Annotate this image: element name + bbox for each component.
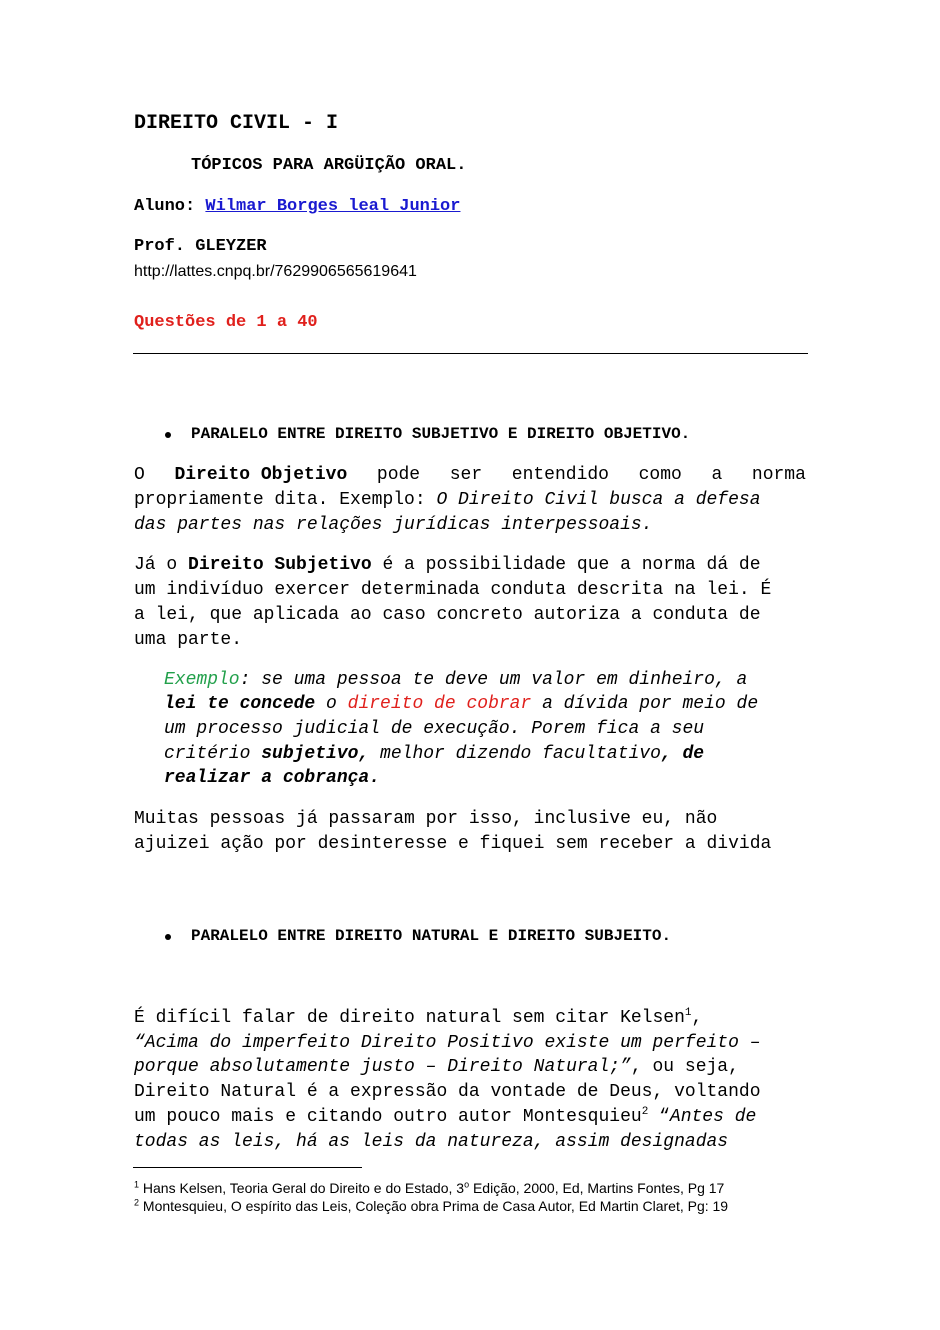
text: o [315, 694, 348, 714]
footnote-text: Hans Kelsen, Teoria Geral do Direito e do Estado, 3 [139, 1180, 465, 1196]
example-label: Exemplo [164, 670, 240, 690]
example-line2 [164, 692, 758, 717]
section1-p1-line3: das partes nas relações jurídicas interpessoais. [134, 515, 653, 535]
footnote-1 [134, 1180, 724, 1196]
section1-p2-line2: um indivíduo exercer determinada conduta descrita na lei. É [134, 580, 772, 600]
footnote-text: Edição, 2000, Ed, Martins Fontes, Pg 17 [469, 1180, 725, 1196]
text: melhor dizendo facultativo [369, 744, 661, 764]
questions-range: Questões de 1 a 40 [134, 313, 318, 332]
term-direito-subjetivo: Direito Subjetivo [188, 555, 372, 575]
word: entendido [511, 465, 609, 485]
section2-heading: PARALELO ENTRE DIREITO NATURAL E DIREITO SUBJEITO. [191, 927, 672, 945]
section1-p2-line1 [134, 553, 761, 578]
quote-text: Antes de [669, 1107, 757, 1127]
text: Já o [134, 555, 189, 575]
footnote-ref[interactable]: 2 [641, 1106, 649, 1118]
section2-p1-line3 [134, 1055, 739, 1080]
document-title: DIREITO CIVIL - I [134, 112, 339, 135]
example-line4 [164, 742, 704, 767]
student-line [134, 197, 460, 216]
text: : se uma pessoa te deve um valor em dinheiro, a [239, 670, 748, 690]
section1-p1-line1 [134, 463, 806, 488]
quote-text: porque absolutamente justo – Direito Natural;” [134, 1057, 631, 1077]
text: É difícil falar de direito natural sem citar Kelsen [134, 1008, 685, 1028]
text: propriamente dita. Exemplo: [134, 490, 437, 510]
highlight-text: direito de cobrar [347, 694, 532, 714]
word: pode [376, 465, 421, 485]
section1-p1-line2 [134, 488, 761, 513]
footnote-text: Montesquieu, O espírito das Leis, Coleção obra Prima de Casa Autor, Ed Martin Claret, Pg: 19 [139, 1198, 729, 1214]
section2-p1-line6: todas as leis, há as leis da natureza, assim designadas [134, 1132, 729, 1152]
section1-p2-line4: uma parte. [134, 630, 243, 650]
footnote-number: 1 [134, 1179, 140, 1190]
section2-p1-line5 [134, 1105, 756, 1130]
word: a [711, 465, 723, 485]
word: norma [751, 465, 806, 485]
text: é a possibilidade que a norma dá de [371, 555, 761, 575]
example-line1 [164, 668, 747, 693]
example-line3: um processo judicial de execução. Porem fica a seu [164, 719, 705, 739]
student-label: Aluno: [134, 197, 196, 216]
section2-p1-line4: Direito Natural é a expressão da vontade de Deus, voltando [134, 1082, 761, 1102]
word: O [134, 465, 145, 485]
section1-p2-line3: a lei, que aplicada ao caso concreto autoriza a conduta de [134, 605, 761, 625]
header-divider [133, 353, 808, 354]
footnote-2 [134, 1198, 728, 1214]
professor-label: Prof. GLEYZER [134, 237, 267, 256]
bold-text: , de [660, 744, 705, 764]
student-name-link[interactable]: Wilmar Borges leal Junior [205, 197, 461, 216]
text: critério [164, 744, 262, 764]
text: um pouco mais e citando outro autor Montesquieu [134, 1107, 642, 1127]
section1-p3-line2: ajuizei ação por desinteresse e fiquei sem receber a divida [134, 834, 772, 854]
bullet-icon [165, 432, 171, 438]
footnote-divider [133, 1167, 362, 1168]
term-direito-objetivo: Direito Objetivo [174, 465, 348, 485]
section1-heading: PARALELO ENTRE DIREITO SUBJETIVO E DIREITO OBJETIVO. [191, 425, 691, 443]
text: , [691, 1008, 703, 1028]
text: a dívida por meio de [531, 694, 759, 714]
word: como [638, 465, 682, 485]
word: ser [449, 465, 483, 485]
footnote-number: 2 [134, 1197, 140, 1208]
example-line5: realizar a cobrança. [164, 768, 381, 788]
bold-text: subjetivo, [261, 744, 370, 764]
document-subtitle: TÓPICOS PARA ARGÜIÇÃO ORAL. [191, 156, 467, 175]
footnote-ref[interactable]: 1 [684, 1007, 692, 1019]
section1-p3-line1: Muitas pessoas já passaram por isso, inclusive eu, não [134, 809, 718, 829]
section2-p1-line1 [134, 1006, 702, 1031]
example-text: O Direito Civil busca a defesa [436, 490, 761, 510]
bold-text: lei te concede [164, 694, 316, 714]
footnote-superscript: o [464, 1179, 470, 1190]
text: “ [648, 1107, 670, 1127]
text: , ou seja, [630, 1057, 739, 1077]
bullet-icon [165, 934, 171, 940]
section2-p1-line2: “Acima do imperfeito Direito Positivo existe um perfeito – [134, 1033, 761, 1053]
professor-url[interactable]: http://lattes.cnpq.br/7629906565619641 [134, 263, 417, 280]
